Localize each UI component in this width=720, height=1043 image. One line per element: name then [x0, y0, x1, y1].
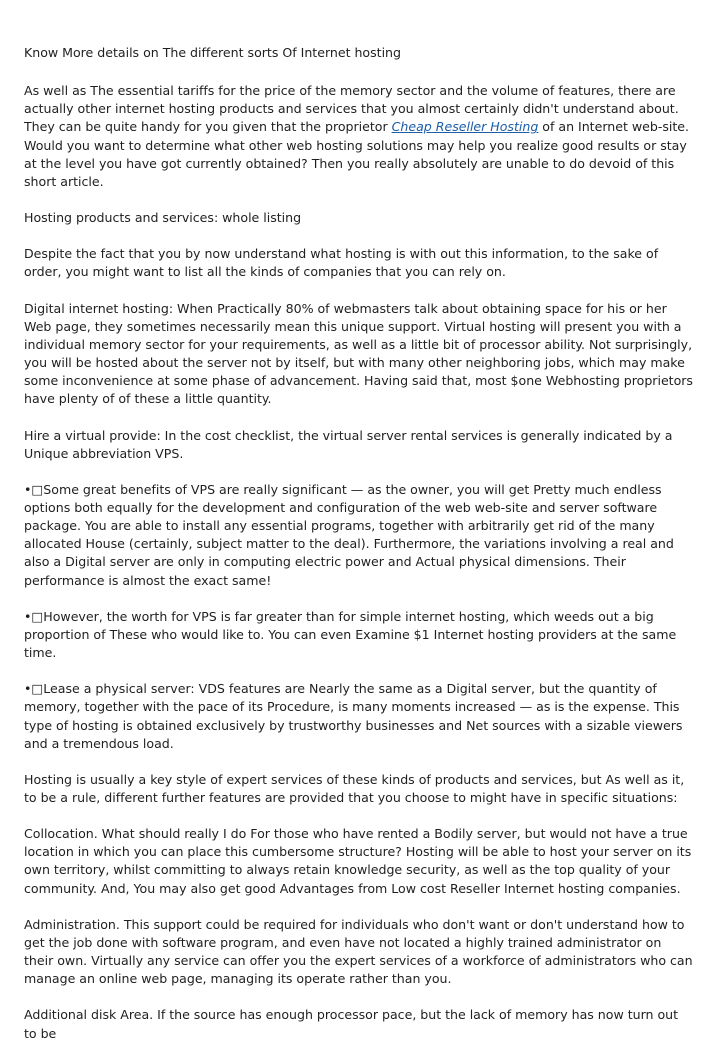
bullet-vps-price: •□However, the worth for VPS is far greater than for simple internet hosting, which weeds out a big proportion of These who would like to. You can even Examine $1 Internet hosting providers at the same time.	[24, 608, 677, 661]
paragraph-virtual-provide: Hire a virtual provide: In the cost checklist, the virtual server rental services is generally indicated by a Unique abbreviation VPS.	[24, 427, 673, 461]
intro-text-before: As well as The essential tariffs for the price of the memory sector and the volume of features, there are actually other internet hosting products and services that you almost certainly didn't understand about. They can be quite handy for you given that the proprietor	[24, 83, 679, 135]
document-title: Know More details on The different sorts Of Internet hosting	[24, 45, 401, 60]
paragraph-administration: Administration. This support could be required for individuals who don't want or don't understand how to get the job done with software program, and even have not located a highly trained administrator on their own. Virtually any service can offer you the expert services of a workforce of administrators who can manage an online web page, managing its operate rather than you.	[24, 916, 693, 987]
cheap-reseller-hosting-link[interactable]: Cheap Reseller Hosting	[391, 119, 539, 135]
paragraph-digital-hosting: Digital internet hosting: When Practically 80% of webmasters talk about obtaining space for his or her Web page, they sometimes necessarily mean this unique support. Virtual hosting will present you with a individual memory sector for your requirements, as well as a little bit of processor ability. Not surprisingly, you will be hosted about the server not by itself, but with many other neighboring jobs, which may make some inconvenience at some phase of advancement. Having said that, most $one Webhosting proprietors have plenty of of these a little quantity.	[24, 300, 693, 407]
paragraph-further-features: Hosting is usually a key style of expert services of these kinds of products and services, but As well as it, to be a rule, different further features are provided that you choose to might have in specific situations:	[24, 771, 685, 805]
paragraph-intro	[24, 82, 694, 191]
intro-text-after: of an Internet web-site. Would you want to determine what other web hosting solutions may help you realize good results or stay at the level you have got currently obtained? Then you really absolutely are unable to do devoid of this short article.	[24, 119, 690, 189]
bullet-lease-server: •□Lease a physical server: VDS features are Nearly the same as a Digital server, but the quantity of memory, together with the pace of its Procedure, is many moments increased — as is the expense. This type of hosting is obtained exclusively by trustworthy businesses and Net sources with a sizable viewers and a tremendous load.	[24, 681, 683, 751]
section-heading-listing: Hosting products and services: whole listing	[24, 210, 302, 226]
paragraph-order: Despite the fact that you by now understand what hosting is with out this information, to the sake of order, you might want to list all the kinds of companies that you can rely on.	[24, 246, 659, 280]
paragraph-disk-area: Additional disk Area. If the source has enough processor pace, but the lack of memory has now turn out to be	[24, 1007, 679, 1041]
bullet-vps-benefits: •□Some great benefits of VPS are really significant — as the owner, you will get Pretty much endless options both equally for the development and configuration of the web web-site and server software package. You are able to install any essential programs, together with arbitrarily get rid of the many allocated House (certainly, subject matter to the deal). Furthermore, the variations involving a real and also a Digital server are only in computing electric power and Actual physical dimensions. Their performance is almost the exact same!	[24, 481, 674, 588]
paragraph-collocation: Collocation. What should really I do For those who have rented a Bodily server, but would not have a true location in which you can place this cumbersome structure? Hosting will be able to host your server on its own territory, whilst committing to always retain knowledge security, as well as the top quality of your community. And, You may also get good Advantages from Low cost Reseller Internet hosting companies.	[24, 826, 692, 896]
